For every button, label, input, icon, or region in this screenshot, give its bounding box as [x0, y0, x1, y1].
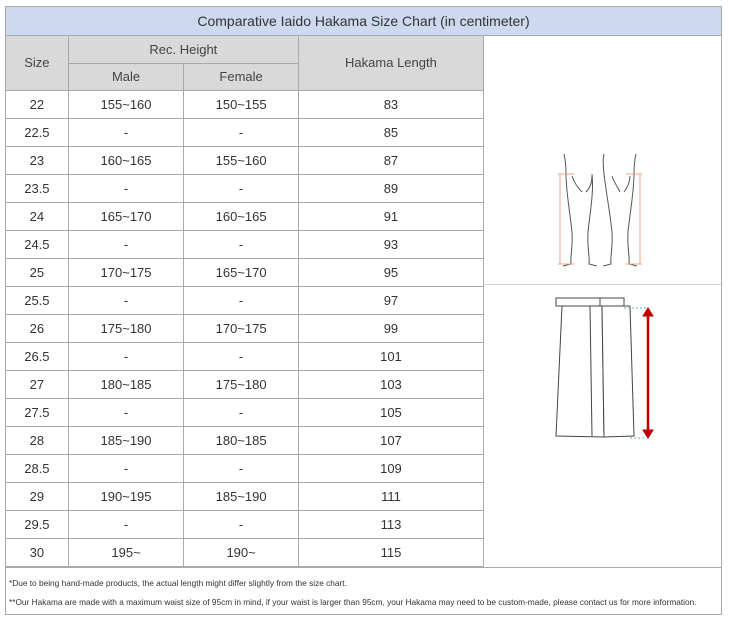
cell-female: -: [184, 342, 299, 370]
cell-size: 26.5: [6, 342, 68, 370]
footnote-waist: **Our Hakama are made with a maximum waist size of 95cm in mind, if your waist is larger than 95cm, your Hakama may need to be custom-made, please contact us for more information.: [9, 596, 697, 607]
illustration-divider: [484, 284, 721, 285]
table-row: [6, 370, 484, 398]
table-body: [6, 90, 484, 566]
cell-male: 195~: [68, 538, 184, 566]
cell-male: 165~170: [68, 202, 184, 230]
cell-female: -: [184, 174, 299, 202]
cell-size: 22.5: [6, 118, 68, 146]
chart-body: [5, 35, 722, 567]
cell-length: 91: [298, 202, 483, 230]
cell-length: 109: [298, 454, 483, 482]
cell-length: 111: [298, 482, 483, 510]
size-table: [6, 36, 484, 567]
cell-female: 160~165: [184, 202, 299, 230]
hakama-length-illustration-icon: [544, 296, 654, 446]
header-hakama-length: Hakama Length: [298, 36, 483, 90]
cell-size: 26: [6, 314, 68, 342]
cell-size: 29: [6, 482, 68, 510]
table-row: [6, 202, 484, 230]
cell-female: 180~185: [184, 426, 299, 454]
cell-male: 175~180: [68, 314, 184, 342]
table-row: [6, 482, 484, 510]
footnote-handmade: *Due to being hand-made products, the actual length might differ slightly from the size chart.: [9, 577, 347, 588]
cell-length: 87: [298, 146, 483, 174]
cell-length: 85: [298, 118, 483, 146]
cell-size: 30: [6, 538, 68, 566]
table-row: [6, 258, 484, 286]
cell-length: 115: [298, 538, 483, 566]
cell-female: 150~155: [184, 90, 299, 118]
cell-size: 25: [6, 258, 68, 286]
table-row: [6, 538, 484, 566]
cell-male: -: [68, 286, 184, 314]
size-chart: [5, 6, 722, 615]
cell-size: 27: [6, 370, 68, 398]
footnotes: [5, 567, 722, 615]
cell-length: 105: [298, 398, 483, 426]
cell-size: 29.5: [6, 510, 68, 538]
table-row: [6, 286, 484, 314]
cell-female: -: [184, 286, 299, 314]
cell-female: 155~160: [184, 146, 299, 174]
cell-female: -: [184, 454, 299, 482]
table-row: [6, 398, 484, 426]
table-row: [6, 118, 484, 146]
cell-length: 97: [298, 286, 483, 314]
cell-length: 83: [298, 90, 483, 118]
cell-male: 190~195: [68, 482, 184, 510]
cell-length: 99: [298, 314, 483, 342]
table-row: [6, 510, 484, 538]
cell-length: 101: [298, 342, 483, 370]
cell-male: -: [68, 174, 184, 202]
chart-title: Comparative Iaido Hakama Size Chart (in centimeter): [5, 6, 722, 35]
cell-male: 180~185: [68, 370, 184, 398]
cell-male: 155~160: [68, 90, 184, 118]
header-female: Female: [184, 63, 299, 90]
cell-size: 28.5: [6, 454, 68, 482]
cell-male: 185~190: [68, 426, 184, 454]
cell-female: -: [184, 398, 299, 426]
table-row: [6, 342, 484, 370]
cell-size: 27.5: [6, 398, 68, 426]
cell-size: 28: [6, 426, 68, 454]
table-row: [6, 146, 484, 174]
cell-size: 23: [6, 146, 68, 174]
cell-female: 190~: [184, 538, 299, 566]
cell-male: -: [68, 342, 184, 370]
table-row: [6, 230, 484, 258]
cell-length: 95: [298, 258, 483, 286]
cell-female: 175~180: [184, 370, 299, 398]
cell-male: -: [68, 230, 184, 258]
illustration-panel: [484, 36, 721, 567]
cell-length: 89: [298, 174, 483, 202]
table-row: [6, 174, 484, 202]
cell-size: 24.5: [6, 230, 68, 258]
cell-male: 170~175: [68, 258, 184, 286]
cell-male: -: [68, 398, 184, 426]
cell-length: 93: [298, 230, 483, 258]
cell-male: -: [68, 118, 184, 146]
legs-measurement-illustration-icon: [544, 152, 654, 272]
cell-female: -: [184, 230, 299, 258]
cell-length: 103: [298, 370, 483, 398]
cell-size: 25.5: [6, 286, 68, 314]
table-row: [6, 90, 484, 118]
cell-size: 22: [6, 90, 68, 118]
cell-size: 23.5: [6, 174, 68, 202]
table-row: [6, 454, 484, 482]
header-male: Male: [68, 63, 184, 90]
cell-size: 24: [6, 202, 68, 230]
cell-male: 160~165: [68, 146, 184, 174]
cell-female: 165~170: [184, 258, 299, 286]
cell-male: -: [68, 510, 184, 538]
cell-female: -: [184, 510, 299, 538]
cell-female: 185~190: [184, 482, 299, 510]
header-size: Size: [6, 36, 68, 90]
header-rec-height: Rec. Height: [68, 36, 298, 63]
cell-length: 113: [298, 510, 483, 538]
cell-length: 107: [298, 426, 483, 454]
cell-female: 170~175: [184, 314, 299, 342]
table-row: [6, 314, 484, 342]
cell-female: -: [184, 118, 299, 146]
cell-male: -: [68, 454, 184, 482]
table-row: [6, 426, 484, 454]
